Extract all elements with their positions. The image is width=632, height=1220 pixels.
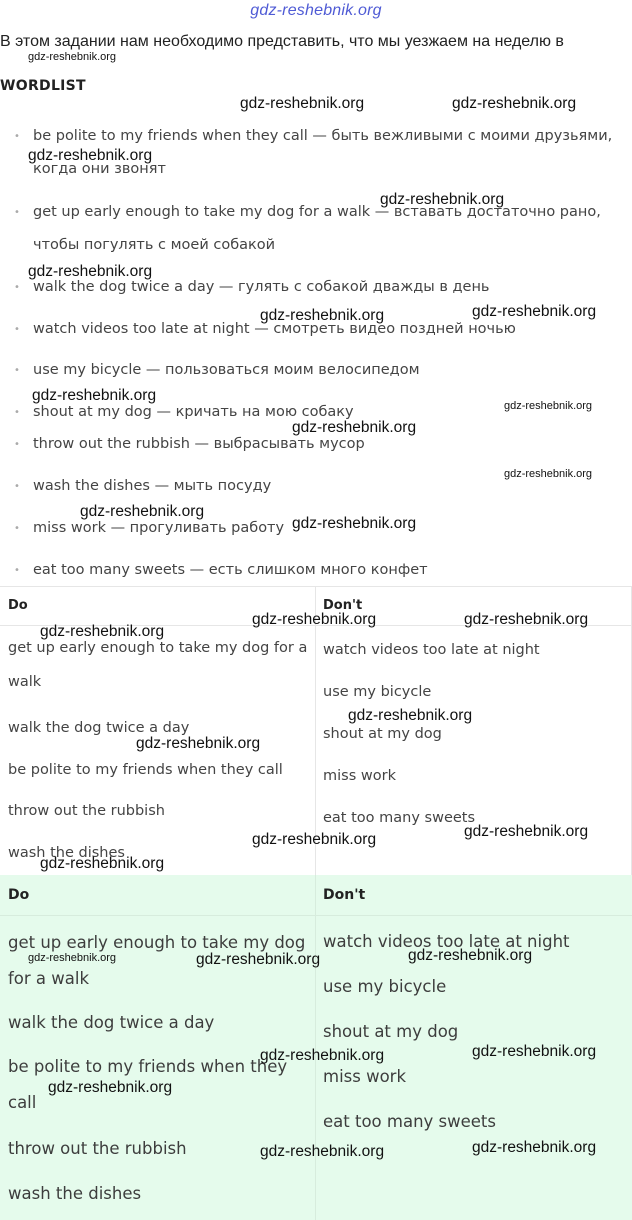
- watermark: gdz-reshebnik.org: [260, 1143, 385, 1160]
- dont-item: watch videos too late at night: [323, 642, 540, 658]
- wordlist-item-text: be polite to my friends when they call — быть вежливыми с моими друзьями, когда они звонят: [33, 128, 613, 177]
- watermark: gdz-reshebnik.org: [452, 95, 577, 112]
- watermark: gdz-reshebnik.org: [464, 823, 589, 840]
- do-item: wash the dishes: [8, 845, 125, 861]
- watermark: gdz-reshebnik.org: [252, 831, 377, 848]
- table-header-row: [0, 875, 632, 916]
- bullet-icon: •: [14, 407, 20, 418]
- do-header: Do: [8, 598, 28, 613]
- watermark: gdz-reshebnik.org: [472, 1139, 597, 1156]
- wordlist-item-text: get up early enough to take my dog for a walk — вставать достаточно рано, чтобы погулять с моей собакой: [33, 204, 601, 253]
- watermark: gdz-reshebnik.org: [260, 307, 385, 324]
- watermark: gdz-reshebnik.org: [40, 623, 165, 640]
- watermark: gdz-reshebnik.org: [464, 611, 589, 628]
- wordlist-title: WORDLIST: [0, 78, 86, 94]
- watermark: gdz-reshebnik.org: [292, 419, 417, 436]
- watermark: gdz-reshebnik.org: [292, 515, 417, 532]
- watermark: gdz-reshebnik.org: [348, 707, 473, 724]
- do-header: Do: [8, 887, 30, 903]
- watermark: gdz-reshebnik.org: [252, 611, 377, 628]
- dont-item: eat too many sweets: [323, 1112, 496, 1131]
- bullet-icon: •: [14, 365, 20, 376]
- bullet-icon: •: [14, 481, 20, 492]
- dont-item: miss work: [323, 768, 396, 784]
- watermark: gdz-reshebnik.org: [40, 855, 165, 872]
- intro-text: В этом задании нам необходимо представить, что мы уезжаем на неделю в: [0, 33, 564, 50]
- dont-item: miss work: [323, 1067, 407, 1086]
- site-header-watermark: gdz-reshebnik.org: [250, 2, 382, 19]
- do-item: get up early enough to take my dog for a walk: [8, 933, 306, 988]
- watermark: gdz-reshebnik.org: [240, 95, 365, 112]
- dont-item: watch videos too late at night: [323, 932, 570, 951]
- wordlist-item-text: shout at my dog — кричать на мою собаку: [33, 404, 354, 420]
- dont-item: shout at my dog: [323, 1022, 459, 1041]
- watermark: gdz-reshebnik.org: [48, 1079, 173, 1096]
- bullet-icon: •: [14, 282, 20, 293]
- bullet-icon: •: [14, 131, 20, 142]
- watermark: gdz-reshebnik.org: [136, 735, 261, 752]
- do-item: get up early enough to take my dog for a walk: [8, 640, 308, 690]
- watermark: gdz-reshebnik.org: [472, 1043, 597, 1060]
- watermark: gdz-reshebnik.org: [504, 468, 593, 480]
- do-item: be polite to my friends when they call: [8, 762, 283, 778]
- watermark: gdz-reshebnik.org: [472, 303, 597, 320]
- wordlist-item-text: wash the dishes — мыть посуду: [33, 478, 272, 494]
- wordlist-item-text: miss work — прогуливать работу: [33, 520, 285, 536]
- wordlist-item-text: use my bicycle — пользоваться моим велосипедом: [33, 362, 420, 378]
- dont-item: use my bicycle: [323, 684, 432, 700]
- bullet-icon: •: [14, 207, 20, 218]
- watermark: gdz-reshebnik.org: [80, 503, 205, 520]
- watermark: gdz-reshebnik.org: [28, 952, 117, 964]
- watermark: gdz-reshebnik.org: [196, 951, 321, 968]
- bullet-icon: •: [14, 439, 20, 450]
- dont-item: eat too many sweets: [323, 810, 476, 826]
- watermark: gdz-reshebnik.org: [408, 947, 533, 964]
- wordlist-item-text: watch videos too late at night — смотреть видео поздней ночью: [33, 321, 516, 337]
- dont-item: shout at my dog: [323, 726, 442, 742]
- bullet-icon: •: [14, 324, 20, 335]
- watermark: gdz-reshebnik.org: [380, 191, 505, 208]
- do-item: wash the dishes: [8, 1184, 142, 1203]
- do-item: throw out the rubbish: [8, 803, 165, 819]
- dont-item: use my bicycle: [323, 977, 447, 996]
- bullet-icon: •: [14, 523, 20, 534]
- dont-header: Don't: [323, 887, 366, 903]
- watermark: gdz-reshebnik.org: [28, 263, 153, 280]
- wordlist-item-text: throw out the rubbish — выбрасывать мусор: [33, 436, 365, 452]
- wordlist-item-text: eat too many sweets — есть слишком много конфет: [33, 562, 428, 578]
- do-item: throw out the rubbish: [8, 1139, 187, 1158]
- watermark: gdz-reshebnik.org: [504, 400, 593, 412]
- dont-header: Don't: [323, 598, 363, 613]
- bullet-icon: •: [14, 565, 20, 576]
- wordlist-item-text: walk the dog twice a day — гулять с собакой дважды в день: [33, 279, 490, 295]
- watermark: gdz-reshebnik.org: [32, 387, 157, 404]
- watermark: gdz-reshebnik.org: [28, 147, 153, 164]
- watermark: gdz-reshebnik.org: [28, 51, 117, 63]
- watermark: gdz-reshebnik.org: [260, 1047, 385, 1064]
- do-item: be polite to my friends when they call: [8, 1057, 288, 1112]
- do-item: walk the dog twice a day: [8, 720, 190, 736]
- do-item: walk the dog twice a day: [8, 1013, 215, 1032]
